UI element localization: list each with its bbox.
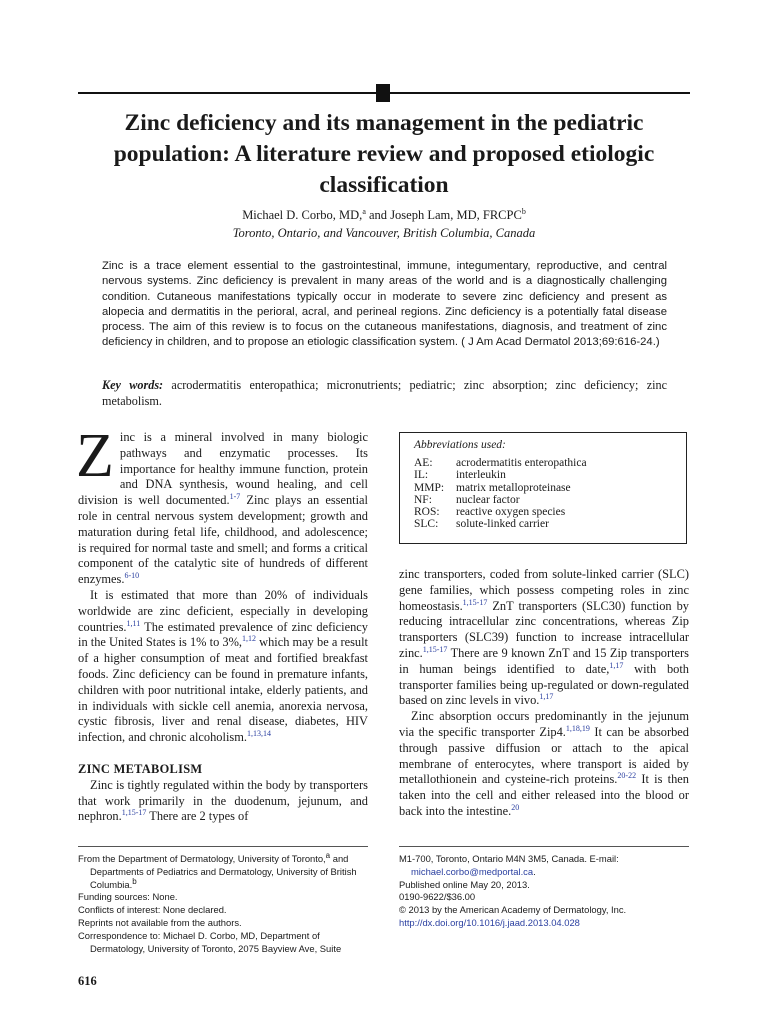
abbreviation-value: interleukin [456,469,506,482]
footnote-rule-left [78,846,368,847]
citation[interactable]: 1,15-17 [121,808,147,818]
footnote-copyright: © 2013 by the American Academy of Dermatology, Inc. [399,904,627,916]
footnote-correspondence: Correspondence to: Michael D. Corbo, MD, Department of Dermatology, University of Toronto, 2075 Bayview Ave, Suite [78,929,342,954]
citation[interactable]: 1,13,14 [246,729,271,739]
absorption-text-1: Zinc absorption occurs predominantly in the jejunum via the specific transporter Zip4. [399,709,689,739]
prevalence-text-3: which may be a result of a higher consumption of meat and fortified breakfast foods. Zinc deficiency can be found in premature infants, children with poor nutritional intake, elderly patients, and in individuals with sickle cell anemia, anorexia nervosa, cystic fibrosis, liver and renal disease, diabetes, HIV infection, and chronic alcoholism. [78,635,368,745]
abbreviation-row [414,506,672,518]
abbreviations-title: Abbreviations used: [414,439,506,451]
footnote-address-end: . [533,865,536,877]
abbreviations-box [399,432,687,544]
footnote-affil-mark-a: a [325,850,331,860]
transporters-text-1: zinc transporters, coded from solute-linked carrier (SLC) gene families, which possess competing roles in zinc homeostasis. [399,567,689,613]
abbreviation-key: ROS: [414,506,440,519]
author-1-affil-mark: a [362,206,366,216]
abbreviation-row [414,494,672,506]
absorption-text-3: It is then taken into the cell and either released into the blood or back into the intestine. [399,772,689,818]
footnote-address [399,853,689,879]
intro-paragraph [76,422,368,588]
abbreviation-value: solute-linked carrier [456,518,549,531]
footnote-funding: Funding sources: None. [78,891,178,903]
footnote-conflicts: Conflicts of interest: None declared. [78,904,227,916]
abstract: Zinc is a trace element essential to the gastrointestinal, immune, integumentary, reproductive, and central nervous systems. Zinc deficiency is prevalent in many areas of the world and is a diagnostically challenging condition. Cutaneous manifestations typically occur in moderate to severe zinc deficiency and present as alopecia and dermatitis in the perioral, acral, and perineal regions. Zinc deficiency is a potentially fatal disease process. The aim of this review is to focus on the cutaneous manifestations, diagnosis, and treatment of zinc deficiency in children, and to propose an etiologic classification system. ( J Am Acad Dermatol 2013;69:616-24.) [102,260,667,349]
prevalence-text-1: It is estimated that more than 20% of individuals worldwide are zinc deficient, especially in developing countries. [78,587,368,634]
transporters-text-2: ZnT transporters (SLC30) function by reducing intracellular zinc concentrations, whereas Zip transporters (SLC39) function to increase intracellular zinc. [399,598,689,660]
left-column [76,422,368,825]
citation[interactable]: 1,17 [539,692,554,702]
citation[interactable]: 6-10 [124,571,140,581]
author-joiner: and [365,208,391,222]
intro-text-1: inc is a mineral involved in many biologic pathways and enzymatic processes. Its importance for healthy immune function, protein and DNA synthesis, wound healing, and cell division is well documented. [78,430,368,508]
abbreviation-value: acrodermatitis enteropathica [456,457,587,470]
email-link[interactable]: michael.corbo@medportal.ca [411,865,534,877]
absorption-text-2: It can be absorbed through passive diffusion or attach to the apical membrane of enterocytes, where transport is aided by metallothionein and cysteine-rich proteins. [399,724,689,787]
author-1: Michael D. Corbo, MD, [242,208,363,222]
citation[interactable]: 20-22 [617,771,637,781]
prevalence-text-2: The estimated prevalence of zinc deficiency in the United States is 1% to 3%, [78,619,368,650]
citation[interactable]: 1-7 [229,492,241,502]
footnote-reprints: Reprints not available from the authors. [78,916,242,928]
citation[interactable]: 1,11 [126,618,141,628]
header-marker [376,84,390,102]
abbreviation-key: IL: [414,469,429,482]
abbreviation-key: AE: [414,457,433,470]
metabolism-text-2: There are 2 types of [146,809,249,824]
author-2: Joseph Lam, MD, FRCPC [390,208,522,222]
footnotes-right [399,853,689,930]
abbreviation-row [414,518,672,530]
citation[interactable]: 1,15-17 [422,644,448,654]
keywords [102,377,667,409]
abbreviation-key: NF: [414,493,432,506]
transporters-paragraph [399,567,689,709]
footnote-affiliations [78,850,368,891]
drop-cap: Z [76,422,114,490]
abbreviation-value: nuclear factor [456,493,520,506]
citation[interactable]: 20 [511,802,520,812]
absorption-paragraph [399,709,689,820]
citation[interactable]: 1,12 [242,634,257,644]
intro-text-2: Zinc plays an essential role in central nervous system development; growth and maturation during fetal life, childhood, and adolescence; is required for normal taste and smell; and forms a critical component of the catalytic site of hundreds of different enzymes. [78,493,368,587]
abbreviation-key: MMP: [414,481,445,494]
footnote-address-text: M1-700, Toronto, Ontario M4N 3M5, Canada. E-mail: [399,853,619,864]
author-line [80,208,688,223]
citation[interactable]: 1,17 [609,660,624,670]
footnotes-left [78,850,368,955]
abbreviation-value: matrix metalloproteinase [456,481,571,494]
metabolism-paragraph [78,778,368,825]
page-number: 616 [78,974,97,988]
footnote-issn: 0190-9622/$36.00 [399,891,476,903]
footnote-rule-right [399,846,689,847]
doi-link[interactable]: http://dx.doi.org/10.1016/j.jaad.2013.04.028 [399,916,580,928]
abbreviation-row [414,457,672,469]
transporters-text-3: There are 9 known ZnT and 15 Zip transporters in human beings identified to date, [399,645,689,676]
transporters-text-4: with both transporter families being up-regulated or down-regulated based on zinc levels in vivo. [399,661,689,708]
citation[interactable]: 1,18,19 [565,723,590,733]
footnote-affil-mark-b: b [132,876,137,886]
abbreviation-row [414,469,672,481]
section-heading-zinc-metabolism: ZINC METABOLISM [78,761,203,776]
metabolism-text-1: Zinc is tightly regulated within the body by transporters that work primarily in the duodenum, jejunum, and nephron. [78,777,368,824]
prevalence-paragraph [78,588,368,746]
affiliation: Toronto, Ontario, and Vancouver, British Columbia, Canada [232,226,536,240]
footnote-published: Published online May 20, 2013. [399,878,530,890]
article-title: Zinc deficiency and its management in the pediatric population: A literature review and proposed etiologic classification [113,110,655,198]
footnote-affil-text-2: and Departments of Pediatrics and Dermatology, University of British Columbia. [90,853,357,890]
keywords-label: Key words: [102,378,164,392]
abbreviation-key: SLC: [414,518,439,531]
abbreviation-row [414,482,672,494]
keywords-text: acrodermatitis enteropathica; micronutrients; pediatric; zinc absorption; zinc deficiency; zinc metabolism. [102,378,667,408]
right-column [399,567,689,820]
citation[interactable]: 1,15-17 [462,597,488,607]
author-2-affil-mark: b [521,206,526,216]
abbreviation-value: reactive oxygen species [456,506,566,519]
footnote-affil-text-1: From the Department of Dermatology, University of Toronto, [78,853,326,864]
